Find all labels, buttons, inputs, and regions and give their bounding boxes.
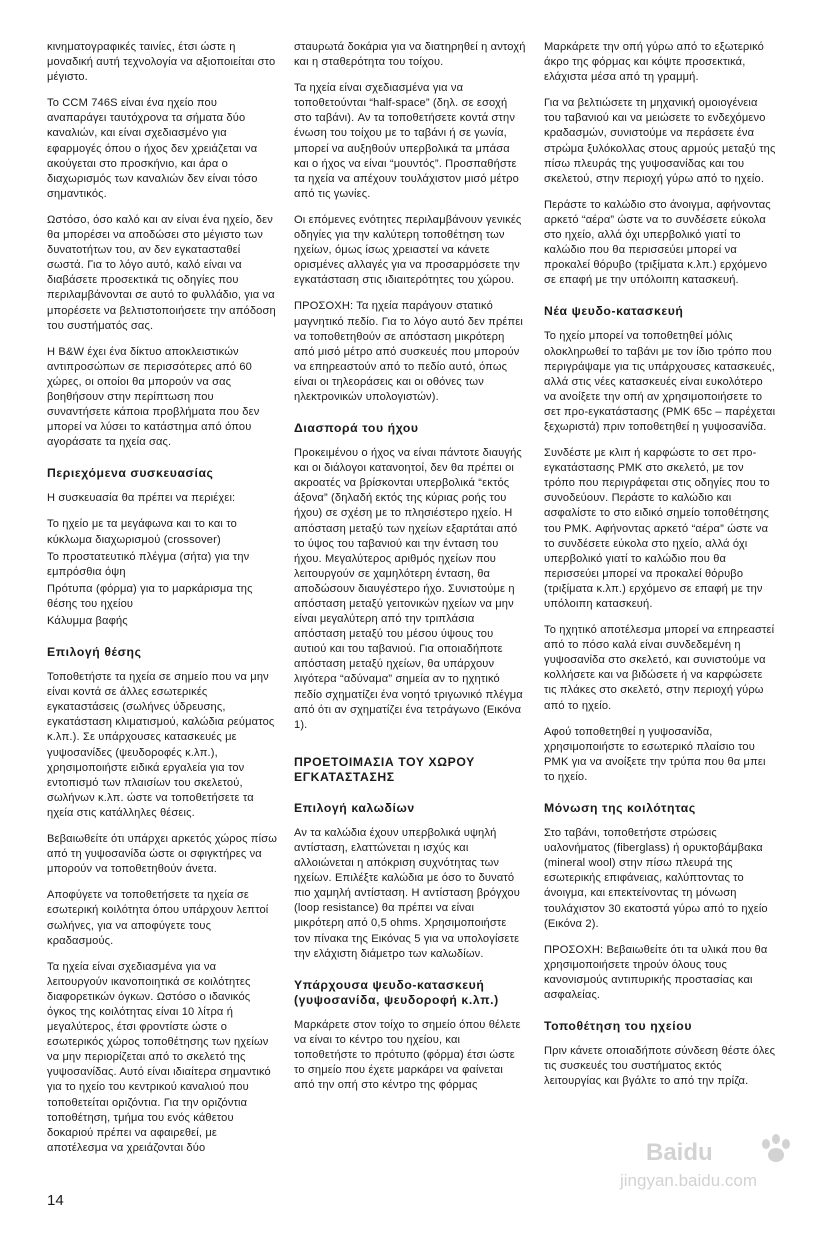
paragraph: Για να βελτιώσετε τη μηχανική ομοιογένεια του ταβανιού και να μειώσετε το ενδεχόμενο κραδασμών, συνιστούμε να περάσετε ένα στρώμα ξυλόκολλας στους αρμούς μεταξύ της πίσω πλευράς της γυψοσανίδας και του σκελετού, στην περιοχή γύρω από το ηχείο. [544,97,776,185]
list-item: Το ηχείο με τα μεγάφωνα και το και το κύκλωμα διαχωρισμού (crossover) [47,518,237,546]
list-item: Το προστατευτικό πλέγμα (σήτα) για την εμπρόσθια όψη [47,550,250,578]
paragraph: Τα ηχεία είναι σχεδιασμένα για να λειτουργούν ικανοποιητικά σε κοιλότητες διαφορετικών όγκων. Ωστόσο ο ιδανικός όγκος της κοιλότητας είναι 10 λίτρα ή μεγαλύτερος, έτσι φροντίστε ώστε ο εσωτερικός χώρος τοποθέτησης των ηχείων να μην περιορίζεται από το σκελετό της γυψοσανίδας. Αυτό είναι ιδιαίτερα σημαντικό για το ηχείο του κεντρικού καναλιού που τοποθετείται οριζόντια. Για την οριζόντια τοποθέτηση, τμήμα του ενός κάθετου δοκαριού πρέπει να αφαιρεθεί, με αποτέλεσμα να χρειάζονται δύο [47,960,271,1154]
section-heading-speaker-placement: Τοποθέτηση του ηχείου [544,1019,693,1034]
paragraph: ΠΡΟΣΟΧΗ: Τα ηχεία παράγουν στατικό μαγνητικό πεδίο. Για το λόγο αυτό δεν πρέπει να τοποθετηθούν σε απόσταση μικρότερη από μισό μέτρο από συσκευές που μπορούν να επηρεαστούν από το πεδίο αυτό, όπως είναι οι τηλεοράσεις και οι οθόνες των ηλεκτρονικών υπολογιστών). [294,300,524,403]
paragraph: Στο ταβάνι, τοποθετήστε στρώσεις υαλονήματος (fiberglass) ή ορυκτοβάμβακα (mineral wool) στην πίσω πλευρά της εσωτερικής επιφάνειας, καλύπτοντας το άνοιγμα, και επεκτείνοντας τη μόνωση τουλάχιστον 30 εκατοστά γύρω από το ηχείο (Εικόνα 2). [544,827,768,930]
column-3 [544,40,776,1100]
paragraph: Η B&W έχει ένα δίκτυο αποκλειστικών αντιπροσώπων σε περισσότερες από 60 χώρες, οι οποίοι θα μπορούν να σας βοηθήσουν στην περίπτωση που συναντήσετε κάποια προβλήματα που δεν μπορεί να λύσει το κατάστημα από όπου αγοράσατε τα ηχεία σας. [47,345,260,449]
paragraph: Αν τα καλώδια έχουν υπερβολικά υψηλή αντίσταση, ελαττώνεται η ισχύς και αλλοιώνεται η απόκριση συχνότητας των ηχείων. Επιλέξτε καλώδια με όσο το δυνατό πιο χαμηλή αντίσταση. Η αντίσταση βρόγχου (loop resistance) θα πρέπει να είναι μικρότερη από 0,5 ohms. Χρησιμοποιήστε τον πίνακα της Εικόνας 5 για να υπολογίσετε την ελάχιστη διάμετρο των καλωδίων. [294,826,520,960]
paragraph: Βεβαιωθείτε ότι υπάρχει αρκετός χώρος πίσω από τη γυψοσανίδα ώστε οι σφιγκτήρες να μπορούν να τοποθετηθούν άνετα. [47,833,278,876]
watermark-text: Baidu [646,1139,713,1166]
paragraph: Το ηχητικό αποτέλεσμα μπορεί να επηρεαστεί από το πόσο καλά είναι συνδεδεμένη η γυψοσανίδα στο σκελετό, και συνιστούμε να κολλήσετε και να βιδώσετε ή να καρφώσετε τις πλάκες στο σκελετό, στην περιοχή γύρω από το ηχείο. [544,624,775,712]
column-2 [294,40,526,1104]
section-heading-cavity-insulation: Μόνωση της κοιλότητας [544,801,696,816]
section-heading-package-contents: Περιεχόμενα συσκευασίας [47,466,214,481]
paragraph: Συνδέστε με κλιπ ή καρφώστε το σετ προ-εγκατάστασης PMK στο σκελετό, με τον τρόπο που περιγράφεται στις οδηγίες που το συνοδεύουν. Περάστε το καλώδιο και ασφαλίστε το στο ειδικό σημείο τοποθέτησης του PMK. Αφήνοντας αρκετό “αέρα” ώστε να το συνδέσετε εύκολα στο ηχείο, αλλά όχι υπερβολικό γιατί το καλώδιο που θα περισσεύει μπορεί να προκαλεί θόρυβο (τριξίματα κ.λπ.) ερχόμενο σε επαφή με την υπόλοιπη κατασκευή. [544,447,770,610]
paragraph: κινηματογραφικές ταινίες, έτσι ώστε η μοναδική αυτή τεχνολογία να αξιοποιείται στο μέγιστο. [47,41,276,84]
section-heading-positioning: Επιλογή θέσης [47,645,142,660]
paragraph: Τοποθετήστε τα ηχεία σε σημείο που να μην είναι κοντά σε άλλες εσωτερικές εγκαταστάσεις (σωλήνες ύδρευσης, εγκατάσταση κλιματισμού, καλώδια ρεύματος κ.λπ.). Σε υπάρχουσες κατασκευές με γυψοσανίδες (ψευδοροφές κ.λπ.), χρησιμοποιήστε ειδικά εργαλεία για τον εντοπισμό των πλαισίων του σκελετού, σωλήνων κ.λπ. ώστε να τοποθετήσετε τα ηχεία στις κατάλληλες θέσεις. [47,671,275,819]
paw-icon [762,1134,790,1162]
paragraph: Το CCM 746S είναι ένα ηχείο που αναπαράγει ταυτόχρονα τα σήματα δύο καναλιών, και είναι σχεδιασμένο για εφαρμογές όπου ο ήχος δεν χρειάζεται να ακούγεται στο προσκήνιο, και άρα ο διαχωρισμός των καναλιών δεν είναι τόσο σημαντικός. [47,97,258,200]
watermark-url: jingyan.baidu.com [620,1171,758,1190]
section-heading-new-construction: Νέα ψευδο-κατασκευή [544,304,684,319]
section-heading-cable-selection: Επιλογή καλωδίων [294,800,415,815]
paragraph: Το ηχείο μπορεί να τοποθετηθεί μόλις ολοκληρωθεί το ταβάνι με τον ίδιο τρόπο που περιγράψαμε για τις υπάρχουσες κατασκευές, αλλά στις νέες κατασκευές είναι ευκολότερο να ανοίξετε την οπή αν χρησιμοποιήσετε το σετ προ-εγκατάστασης (PMK 65c – παρέχεται ξεχωριστά) πριν τοποθετηθεί η γυψοσανίδα. [544,330,776,433]
paragraph: Τα ηχεία είναι σχεδιασμένα για να τοποθετούνται “half-space” (δηλ. σε εσοχή στο ταβάνι). Αν τα τοποθετήσετε κοντά στην ένωση του τοίχου με το ταβάνι ή σε γωνία, μπορεί να αυξηθούν υπερβολικά τα μπάσα και ο ήχος να είναι “μουντός”. Προσπαθήστε τα ηχεία να απέχουν τουλάχιστον μισό μέτρο από τις γωνίες. [294,82,519,200]
section-heading-existing-construction: Υπάρχουσα ψευδο-κατασκευή (γυψοσανίδα, ψευδοροφή κ.λπ.) [294,977,499,1007]
paragraph: Μαρκάρετε στον τοίχο το σημείο όπου θέλετε να είναι το κέντρο του ηχείου, και τοποθετήστε το πρότυπο (φόρμα) έτσι ώστε το σημείο που έχετε μαρκάρει να φαίνεται από την οπή στο κέντρο της φόρμας [294,1018,521,1092]
paragraph: Οι επόμενες ενότητες περιλαμβάνουν γενικές οδηγίες για την καλύτερη τοποθέτηση των ηχείων, όμως ίσως χρειαστεί να κάνετε ορισμένες αλλαγές για να προσαρμόσετε την εγκατάσταση στις ιδιαιτερότητες του χώρου. [294,213,522,287]
column-1 [47,40,279,1167]
paragraph: Πριν κάνετε οποιαδήποτε σύνδεση θέστε όλες τις συσκευές του συστήματος εκτός λειτουργίας και βγάλτε το από την πρίζα. [544,1045,776,1088]
watermark-logo [616,1128,806,1192]
list-item: Κάλυμμα βαφής [47,615,128,627]
section-heading-dispersion: Διασπορά του ήχου [294,421,419,436]
chapter-heading-site-preparation: ΠΡΟΕΤΟΙΜΑΣΙΑ ΤΟΥ ΧΩΡΟΥ ΕΓΚΑΤΑΣΤΑΣΗΣ [294,754,475,784]
paragraph: σταυρωτά δοκάρια για να διατηρηθεί η αντοχή και η σταθερότητα του τοίχου. [294,41,526,69]
paragraph: ΠΡΟΣΟΧΗ: Βεβαιωθείτε ότι τα υλικά που θα χρησιμοποιήσετε τηρούν όλους τους κανονισμούς αντιπυρικής προστασίας και ασφαλείας. [544,943,768,1001]
list-item: Πρότυπα (φόρμα) για το μαρκάρισμα της θέσης του ηχείου [47,582,253,610]
paragraph: Αποφύγετε να τοποθετήσετε τα ηχεία σε εσωτερική κοιλότητα όπου υπάρχουν λεπτοί σωλήνες, για να αποφύγετε τους κραδασμούς. [47,889,269,947]
paragraph: Μαρκάρετε την οπή γύρω από το εξωτερικό άκρο της φόρμας και κόψτε προσεκτικά, ελάχιστα μέσα από τη γραμμή. [544,41,764,84]
paragraph: Αφού τοποθετηθεί η γυψοσανίδα, χρησιμοποιήστε το εσωτερικό πλαίσιο του PMK για να ανοίξετε την τρύπα που θα μπει το ηχείο. [544,725,766,783]
paragraph: Η συσκευασία θα πρέπει να περιέχει: [47,492,236,505]
paragraph: Προκειμένου ο ήχος να είναι πάντοτε διαυγής και οι διάλογοι κατανοητοί, δεν θα πρέπει οι ακροατές να βρίσκονται υπερβολικά “εκτός άξονα” (δηλαδή εκτός της κύριας ροής του ήχου) σε σχέση με το πλησιέστερο ηχείο. Η απόσταση μεταξύ των ηχείων εξαρτάται από το ύψος του ταβανιού και την ένταση του ήχου. Μεγαλύτερος αριθμός ηχείων που λειτουργούν σε χαμηλότερη ένταση, θα αποδώσουν διαυγέστερο ήχο. Συνιστούμε η απόσταση μεταξύ γειτονικών ηχείων να μην είναι μεγαλύτερη από την τριπλάσια απόσταση μεταξύ του μέσου ύψους του αυτιού και του ταβανιού. Για οποιαδήποτε απόσταση μεταξύ ηχείων, θα υπάρχουν λιγότερα “αδύναμα” σημεία αν το ηχητικό πεδίο σχηματίζει ένα νοητό τριγωνικό πλέγμα από ότι αν σχηματίζει ένα τετράγωνο (Εικόνα 1). [294,447,523,731]
paragraph: Περάστε το καλώδιο στο άνοιγμα, αφήνοντας αρκετό “αέρα” ώστε να το συνδέσετε εύκολα στο ηχείο, αλλά όχι υπερβολικό γιατί το καλώδιο που θα περισσεύει μπορεί να προκαλεί θόρυβο (τριξίματα κ.λπ.) ερχόμενο σε επαφή με την υπόλοιπη κατασκευή. [544,198,771,287]
page-number: 14 [47,1192,64,1209]
paragraph: Ωστόσο, όσο καλό και αν είναι ένα ηχείο, δεν θα μπορέσει να αποδώσει στο μέγιστο των δυνατοτήτων του, αν δεν εγκατασταθεί σωστά. Για το λόγο αυτό, καλό είναι να διαβάσετε προσεκτικά τις οδηγίες που περιλαμβάνονται σε αυτό το φυλλάδιο, για να μπορέσετε να βελτιστοποιήσετε την απόδοση του συστήματός σας. [47,213,276,332]
